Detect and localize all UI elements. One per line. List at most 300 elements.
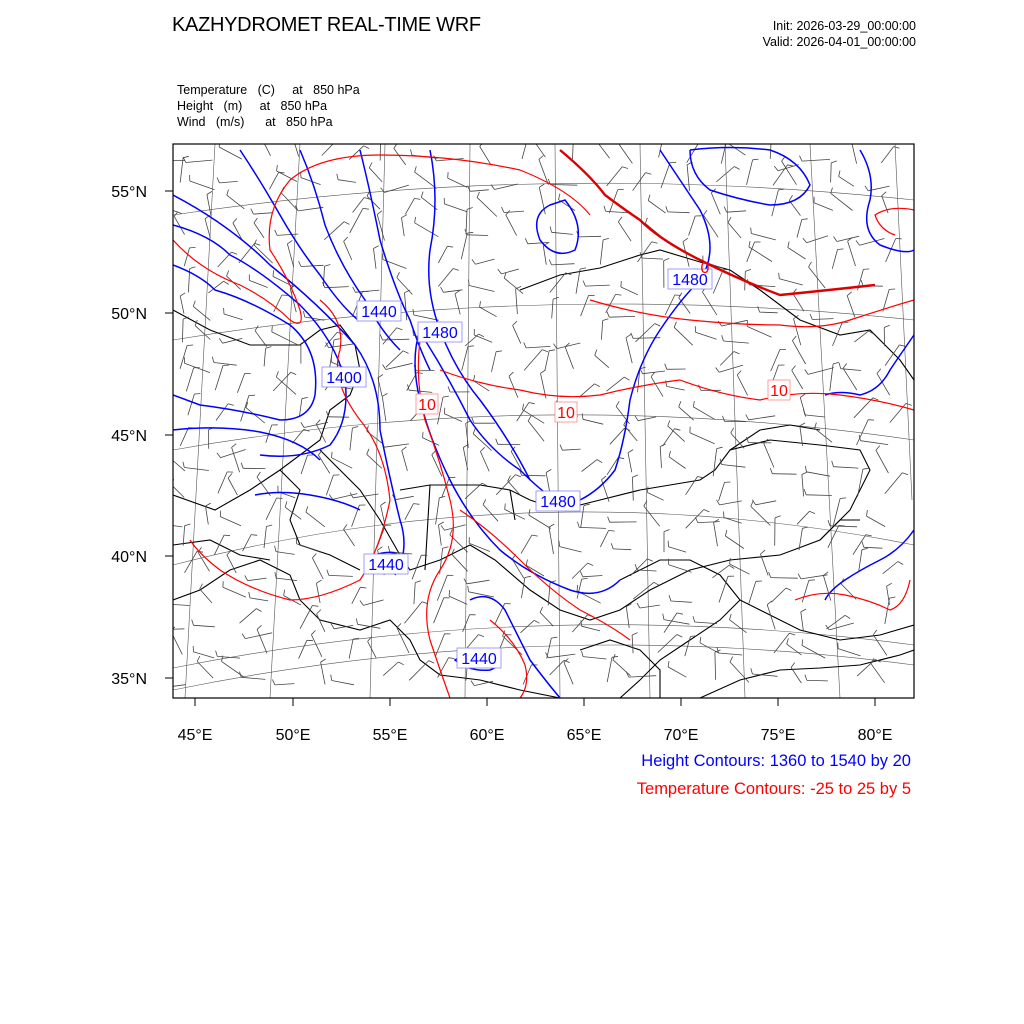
wind-barb [552,299,553,318]
wind-barb [255,331,267,347]
wind-barb [186,160,213,162]
wind-barb [885,473,903,494]
wind-barb-feather [734,167,739,170]
wind-barb [573,135,574,159]
lon-labels [178,727,893,744]
wind-barb-feather [800,394,805,398]
wind-barb [474,681,493,685]
wind-barb-feather [828,520,830,526]
wind-barb-feather [524,342,527,348]
wind-barb-feather [157,624,159,630]
wind-barb-feather [631,333,633,339]
wind-barb-feather [505,504,506,510]
wind-barb [214,363,237,366]
wind-barb [528,421,544,441]
wind-barb-feather [474,375,475,381]
wind-barb-feather [388,546,390,552]
wind-barb-feather [852,138,857,141]
wind-barb [579,527,606,528]
wind-barb [367,454,382,468]
wind-barb-feather [616,294,622,295]
wind-barb [577,579,582,598]
wind-barb-feather [845,615,850,618]
wind-barb-feather [231,252,237,254]
wind-barb-feather [652,242,658,244]
wind-barb [438,246,447,263]
wind-barb-feather [723,416,725,422]
wind-barb [711,193,720,215]
wind-barb-feather [185,524,191,526]
wind-barb-feather [216,651,218,657]
wind-barb-feather [411,149,412,155]
wind-barb-feather [801,609,806,612]
wind-barb [704,215,719,237]
wind-barb [224,314,243,320]
wind-barb [864,547,883,548]
wind-barb [323,266,324,286]
wind-barb-feather [628,450,633,453]
height-label-1440-b: 1440 [368,557,404,574]
wind-barb-feather [632,633,637,636]
wind-barb-feather [574,133,580,135]
wind-barb [353,494,378,498]
wind-barb-feather [679,401,681,407]
wind-barb-feather [730,657,733,662]
wind-barb [405,198,414,214]
wind-barb [276,552,295,555]
wind-barb-feather [751,228,752,234]
wind-barb [250,598,268,601]
wind-barb [317,614,325,632]
wind-barb-feather [701,139,707,140]
wind-barb [606,294,616,312]
wind-barb-feather [206,503,211,506]
wind-barb-feather [306,506,308,512]
wind-barb-feather [464,579,467,584]
wind-barb [857,659,875,676]
wind-barb-feather [513,321,517,325]
wind-barb-feather [535,137,538,142]
wind-barb [194,652,215,658]
wind-barb-feather [668,420,670,426]
wind-barb-feather [528,135,534,136]
wind-barb-feather [528,416,531,421]
wind-barb [523,665,531,685]
lat-label-40: 40°N [111,549,147,566]
wind-barb [859,550,862,572]
wind-barb-feather [448,387,450,393]
wind-barb-feather [724,207,727,213]
height-label-1400: 1400 [326,370,362,387]
wind-barb-feather [299,261,301,266]
wind-barb [550,185,577,186]
wind-barb-feather [787,638,789,644]
wind-barb-feather [792,336,796,341]
wind-barb [206,506,209,524]
wind-barb-feather [273,270,274,276]
wind-barb [159,629,185,630]
wind-barb-feather [529,509,530,515]
wind-barb-feather [717,500,720,505]
wind-barb-feather [624,377,629,380]
wind-barb [264,527,266,549]
wind-barb [686,510,704,529]
wind-barb [747,160,753,185]
field-temperature: Temperature (C) at 850 hPa [177,83,360,97]
wind-barb [344,241,352,260]
wind-barb [638,242,652,262]
wind-barb [695,622,717,624]
wind-barb [702,292,717,315]
wind-barb-feather [449,658,455,659]
wind-barb [730,620,747,633]
wind-barb [564,663,573,685]
wind-barb-feather [277,165,278,171]
wind-barb-feather [192,620,194,626]
wind-barb-feather [532,535,538,536]
wind-barb [833,322,843,346]
wind-barb-feather [344,237,348,241]
wind-barb-feather [233,218,237,223]
wind-barb-feather [429,661,434,664]
wind-barb-feather [663,138,669,139]
wind-barb-feather [526,560,527,566]
wind-barb [860,239,885,246]
wind-barb [651,377,663,397]
wind-barb [198,552,210,571]
wind-barb [219,147,242,159]
wind-barb [600,240,603,265]
wind-barb [638,417,656,421]
wind-barb-feather [398,662,403,665]
wind-barb-feather [580,268,586,269]
wind-barb [194,625,215,627]
wind-barb-feather [577,522,579,528]
wind-barb [349,639,353,659]
wind-barb-feather [275,230,278,236]
wind-barb [838,649,860,656]
wind-barb [332,681,354,685]
wind-barb-feather [560,445,562,451]
wind-barb [186,368,193,392]
wind-barb-feather [693,616,695,622]
map-title: KAZHYDROMET REAL-TIME WRF [172,14,481,36]
wind-barb-feather [414,198,420,199]
wind-barb-feather [622,167,628,169]
wind-barb-feather [866,535,872,536]
wind-barb [716,167,734,182]
wind-barb-feather [902,473,908,475]
wind-barb-feather [728,137,730,143]
wind-barb [438,269,453,287]
wind-barb [663,429,675,446]
wind-barb-feather [515,475,521,477]
wind-barb-feather [677,613,683,614]
wind-barb [583,419,603,424]
wind-barb [333,494,358,500]
wind-barb [332,458,353,469]
lon-label-70: 70°E [663,727,699,744]
wind-barb [504,278,523,294]
wind-barb [693,407,714,419]
wind-barb-feather [257,625,261,629]
wind-barb-feather [761,550,766,554]
wind-barb-feather [157,518,158,524]
wind-barb [402,218,405,236]
wind-barb-feather [737,371,741,375]
wind-barb [445,525,466,531]
wind-barb [469,286,494,292]
wind-barb [831,193,853,210]
wind-barb [316,583,320,603]
wind-barb [633,173,646,191]
wind-barb-feather [753,159,759,160]
wind-barb-feather [772,132,778,134]
wind-barb-feather [402,447,407,451]
wind-barb [772,474,796,475]
wind-barb-feather [162,682,165,687]
wind-barb [395,496,413,499]
wind-barb-feather [668,661,669,667]
wind-barb [669,457,686,469]
wind-barb-feather [525,576,531,577]
wind-barb-feather [344,222,349,225]
wind-barb-feather [450,529,452,535]
wind-barb [394,148,406,165]
wind-barb [890,403,906,422]
field-height: Height (m) at 850 hPa [177,99,328,113]
wind-barb-feather [804,489,806,495]
wind-barb [545,351,549,371]
wind-barb [272,332,297,344]
wind-barb [184,468,209,471]
wind-barb [301,455,307,474]
wind-barb-feather [559,541,560,547]
wind-barb [698,522,720,523]
wind-barb [853,535,866,555]
wind-barb [626,338,632,363]
wind-barb [183,526,184,546]
wind-barb [728,223,741,239]
wind-barb [794,319,801,345]
wind-barb-feather [227,550,231,555]
wind-barb [455,294,460,315]
wind-barb-feather [626,334,631,337]
wind-barb-feather [890,597,896,598]
wind-barb-feather [227,190,229,196]
wind-barb [516,289,518,314]
wind-barb [529,515,551,528]
wind-barb [648,493,664,501]
wind-barb [276,377,296,394]
wind-barb-feather [473,428,475,434]
wind-barb-feather [791,663,795,668]
wind-barb [583,576,603,577]
lat-label-50: 50°N [111,306,147,323]
wind-barb [668,667,686,677]
wind-barb [368,641,377,657]
wind-barb [200,589,212,603]
wind-barb [409,661,429,681]
wind-barb [644,506,660,526]
wind-barb [506,215,517,236]
wind-barb [322,136,341,156]
wind-barb-feather [810,314,812,320]
wind-barb-feather [317,610,321,614]
wind-barb [637,570,657,571]
wind-barb-feather [730,558,731,564]
wind-barb [751,234,776,240]
lon-label-75: 75°E [760,727,796,744]
wind-barb [737,375,748,396]
wind-barb-feather [316,580,321,583]
wind-barb-feather [877,369,881,374]
wind-barb [297,544,322,553]
wind-barb [528,242,550,243]
wind-barb-feather [549,524,554,527]
wind-barb-feather [731,428,734,433]
wind-barb-feather [770,468,772,474]
wind-barb-feather [212,357,214,363]
wind-barb-feather [162,155,164,161]
wind-barb [788,248,806,260]
wind-barb [668,426,685,442]
wind-barb [601,321,602,340]
freezing-line [560,150,875,295]
wind-barb [715,652,716,680]
wind-barb-feather [751,501,753,507]
wind-barb-feather [414,504,420,505]
wind-barb [249,280,267,287]
wind-barb-feather [207,191,212,194]
wind-barb [679,407,694,420]
wind-barb-feather [595,384,600,387]
wind-barb-feather [789,195,792,200]
wind-barb [828,525,839,547]
wind-barb [409,390,432,392]
wind-barb-feather [800,423,805,426]
wind-barb-feather [751,668,753,674]
wind-barb-feather [580,571,583,577]
wind-barb-feather [224,281,229,284]
wind-barb [671,601,692,602]
wind-barb-feather [675,429,681,431]
wind-barb-feather [467,232,473,233]
wind-barb [197,662,213,679]
wind-barb [239,243,255,263]
wind-barb-feather [541,370,546,373]
wind-barb-feather [439,522,444,525]
wind-barb-feather [645,218,647,224]
lat-label-55: 55°N [111,184,147,201]
height-label-1440-a: 1440 [361,304,397,321]
valid-time: Valid: 2026-04-01_00:00:00 [762,35,916,49]
wind-barb [772,190,779,216]
wind-barb-feather [728,217,731,222]
wind-barb [363,600,383,606]
wind-barb-feather [582,651,584,657]
wind-barb [386,363,413,369]
wind-barb [873,635,887,656]
wind-barb [477,197,497,216]
wind-barb-feather [603,319,609,321]
wind-barb [797,511,809,524]
wind-barb [690,433,715,444]
wind-barb-feather [583,281,585,287]
wind-barb [214,535,224,555]
wind-barb-feather [727,139,733,140]
wind-barb [802,580,809,602]
wind-barb [687,139,701,163]
wind-barb-feather [227,271,229,277]
wind-barb [522,135,528,159]
wind-barb-feather [809,511,815,513]
wind-barb-feather [666,206,668,212]
wind-barb [521,578,525,599]
wind-barb [576,269,580,294]
wind-barb [815,428,833,442]
wind-barb [583,657,606,659]
wind-barb [423,438,440,446]
wind-barb-feather [266,347,272,349]
wind-barb-feather [616,401,619,406]
wind-barb-feather [272,326,273,332]
wind-barb-feather [856,241,860,246]
wind-barb-feather [193,301,195,307]
wind-barb [550,660,565,675]
wind-barb [159,524,183,527]
wind-barb-feather [865,186,868,191]
wind-barb-feather [549,260,551,265]
wind-barb-feather [167,450,169,456]
wind-barb [504,211,524,212]
wind-barb-feather [363,208,369,209]
wind-barb-feather [292,131,297,135]
wind-barb-feather [691,636,697,637]
wind-barb-feather [509,372,513,376]
wind-barb [513,325,521,343]
wind-barb-feather [730,614,732,620]
wind-barb [312,558,323,579]
wind-barb-feather [344,525,348,530]
lon-label-65: 65°E [566,727,602,744]
wind-barb [725,536,744,549]
wind-barb-feather [257,472,260,477]
wind-barb-feather [588,563,594,565]
wind-barb [220,181,238,183]
wind-barb [600,530,608,547]
wind-barb [885,598,890,624]
wind-barb-feather [602,476,607,480]
wind-barb-feather [364,146,369,149]
wind-barb [167,455,185,471]
wind-barb [193,306,210,320]
wind-barb-feather [788,242,789,248]
wind-barb-feather [228,404,234,406]
wind-barb [299,399,302,417]
wind-barb-feather [287,240,292,244]
wind-barb [524,350,542,371]
wind-barb-feather [254,218,258,223]
wind-barb [207,195,211,217]
wind-barb [414,583,415,605]
wind-barb-feather [704,210,708,215]
wind-barb [664,620,690,625]
wind-barb-feather [861,280,863,286]
wind-barb-feather [894,147,900,149]
wind-barb [789,201,800,216]
wind-barb [218,472,227,493]
